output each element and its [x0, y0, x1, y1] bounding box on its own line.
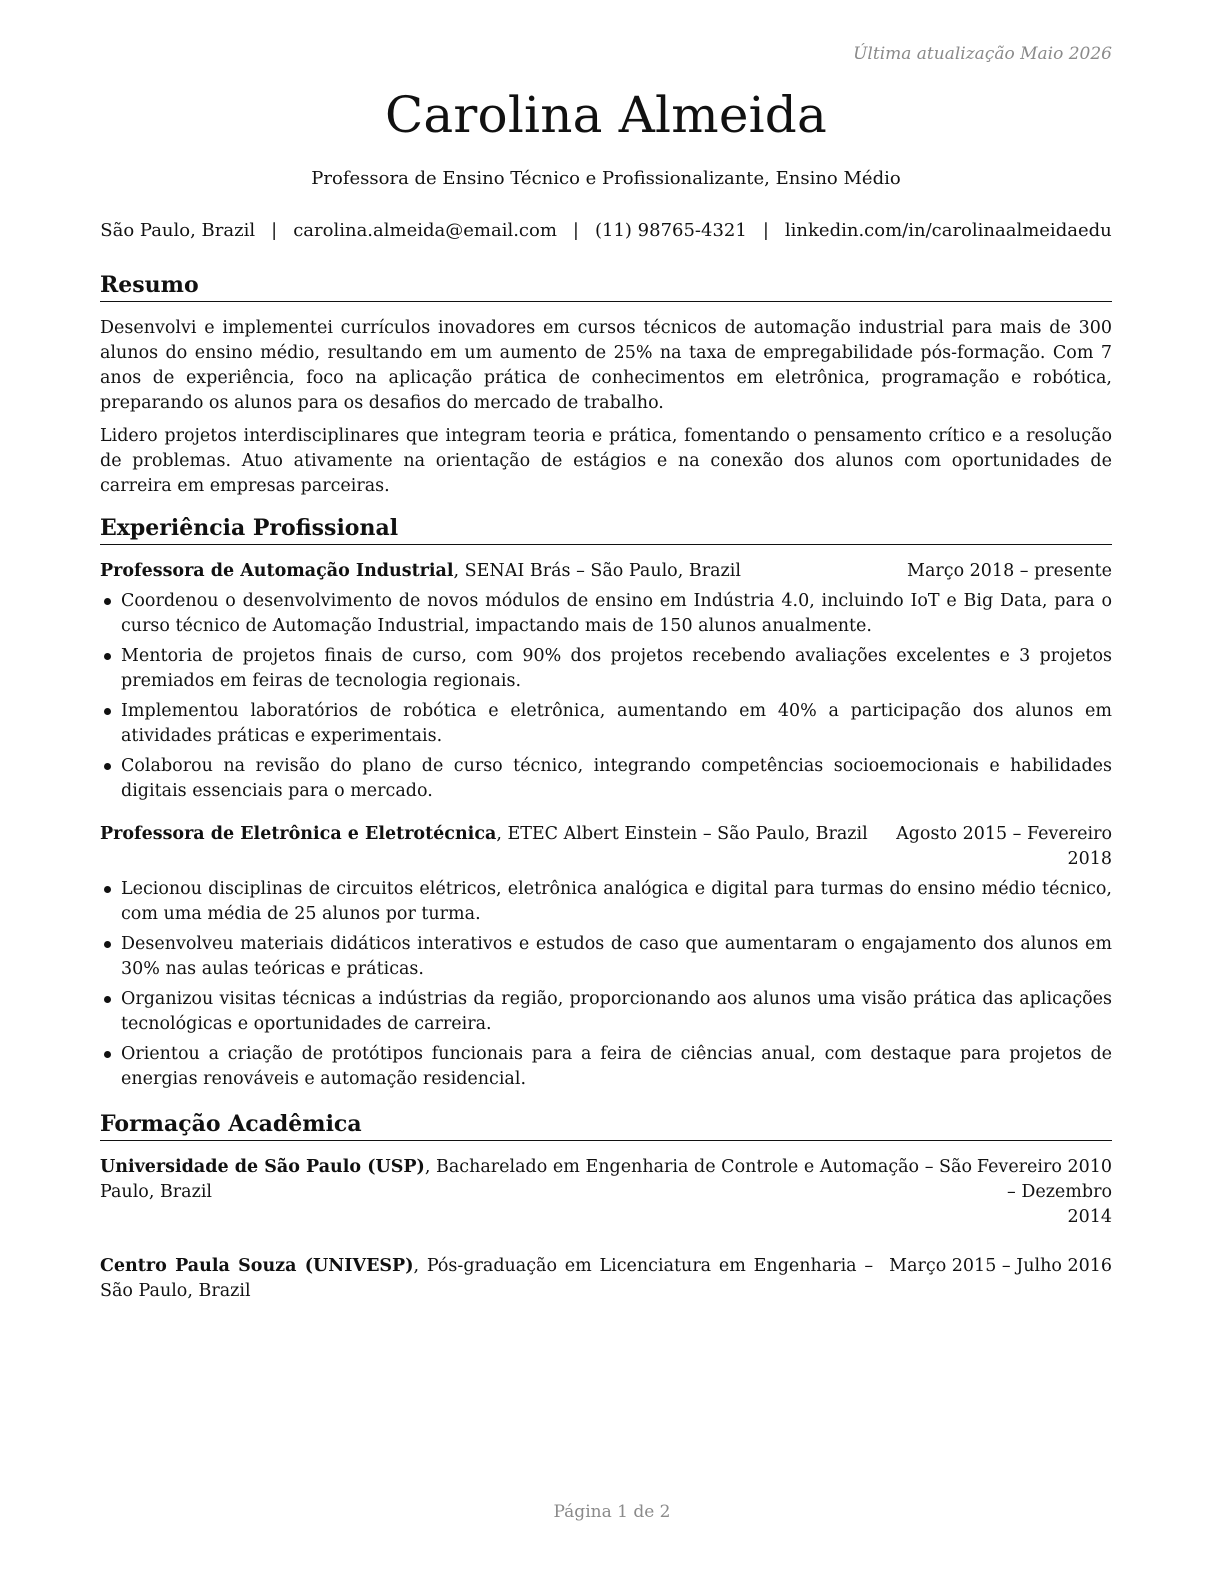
education-dates: Março 2015 – Julho 2016 — [889, 1256, 1112, 1276]
education-school: Centro Paula Souza (UNIVESP) — [100, 1256, 414, 1276]
job-bullets — [100, 877, 1112, 1092]
list-item: Organizou visitas técnicas a indústrias da região, proporcionando aos alunos uma visão prática das aplicações tecnológicas e oportunidades de carreira. — [100, 987, 1112, 1037]
candidate-title: Professora de Ensino Técnico e Profissionalizante, Ensino Médio — [311, 168, 901, 189]
education-dates: Fevereiro 2010 – Dezembro 2014 — [976, 1157, 1112, 1227]
contact-separator: | — [271, 220, 278, 241]
list-item: Mentoria de projetos finais de curso, com 90% dos projetos recebendo avaliações excelentes e 3 projetos premiados em feiras de tecnologia regionais. — [100, 644, 1112, 694]
list-item: Coordenou o desenvolvimento de novos módulos de ensino em Indústria 4.0, incluindo IoT e Big Data, para o curso técnico de Automação Industrial, impactando mais de 150 alunos anualmente. — [100, 589, 1112, 639]
contact-location: São Paulo, Brazil — [100, 220, 256, 241]
job-bullets — [100, 589, 1112, 804]
education-detail: , Bacharelado em Engenharia de Controle e Automação – São Paulo, Brazil — [100, 1157, 973, 1202]
education-school: Universidade de São Paulo (USP) — [100, 1157, 425, 1177]
job-header — [100, 822, 1112, 872]
last-updated: Última atualização Maio 2026 — [853, 44, 1112, 64]
experience-section — [100, 514, 1112, 1097]
list-item: Orientou a criação de protótipos funcionais para a feira de ciências anual, com destaque para projetos de energias renováveis e automação residencial. — [100, 1042, 1112, 1092]
job-org: , ETEC Albert Einstein – São Paulo, Brazil — [496, 824, 868, 844]
page-number: Página 1 de 2 — [553, 1502, 671, 1522]
contact-email[interactable]: carolina.almeida@email.com — [293, 220, 557, 241]
candidate-name: Carolina Almeida — [384, 86, 828, 144]
list-item: Colaborou na revisão do plano de curso técnico, integrando competências socioemocionais e habilidades digitais essenciais para o mercado. — [100, 754, 1112, 804]
list-item: Lecionou disciplinas de circuitos elétricos, eletrônica analógica e digital para turmas do ensino médio técnico, com uma média de 25 alunos por turma. — [100, 877, 1112, 927]
job-dates: Março 2018 – presente — [907, 561, 1112, 581]
job-entry — [100, 559, 1112, 804]
education-entry — [100, 1155, 1112, 1230]
job-header — [100, 559, 1112, 584]
summary-paragraph: Lidero projetos interdisciplinares que integram teoria e prática, fomentando o pensamento crítico e a resolução de problemas. Atuo ativamente na orientação de estágios e na conexão dos alunos com oportunidades de carreira em empresas parceiras. — [100, 426, 1112, 496]
list-item: Implementou laboratórios de robótica e eletrônica, aumentando em 40% a participação dos alunos em atividades práticas e experimentais. — [100, 699, 1112, 749]
contact-line — [100, 220, 1112, 241]
job-role: Professora de Eletrônica e Eletrotécnica — [100, 824, 497, 844]
contact-phone: (11) 98765-4321 — [595, 220, 747, 241]
contact-separator: | — [762, 220, 769, 241]
education-entry — [100, 1254, 1112, 1304]
job-role: Professora de Automação Industrial — [100, 561, 454, 581]
list-item: Desenvolveu materiais didáticos interativos e estudos de caso que aumentaram o engajamento dos alunos em 30% nas aulas teóricas e práticas. — [100, 932, 1112, 982]
job-entry — [100, 822, 1112, 1092]
job-dates: Agosto 2015 – Fevereiro 2018 — [896, 824, 1112, 869]
contact-separator: | — [572, 220, 579, 241]
education-section — [100, 1110, 1112, 1304]
section-title-experience: Experiência Profissional — [100, 514, 1112, 545]
contact-linkedin[interactable]: linkedin.com/in/carolinaalmeidaedu — [784, 220, 1112, 241]
summary-paragraph: Desenvolvi e implementei currículos inovadores em cursos técnicos de automação industrial para mais de 300 alunos do ensino médio, resultando em um aumento de 25% na taxa de empregabilidade pós-formação. Com 7 anos de experiência, foco na aplicação prática de conhecimentos em eletrônica, programação e robótica, preparando os alunos para os desafios do mercado de trabalho. — [100, 318, 1112, 413]
summary-section — [100, 271, 1112, 499]
education-detail: , Pós-graduação em Licenciatura em Engenharia – São Paulo, Brazil — [100, 1256, 874, 1301]
section-title-summary: Resumo — [100, 271, 1112, 302]
job-org: , SENAI Brás – São Paulo, Brazil — [453, 561, 741, 581]
section-title-education: Formação Acadêmica — [100, 1110, 1112, 1141]
